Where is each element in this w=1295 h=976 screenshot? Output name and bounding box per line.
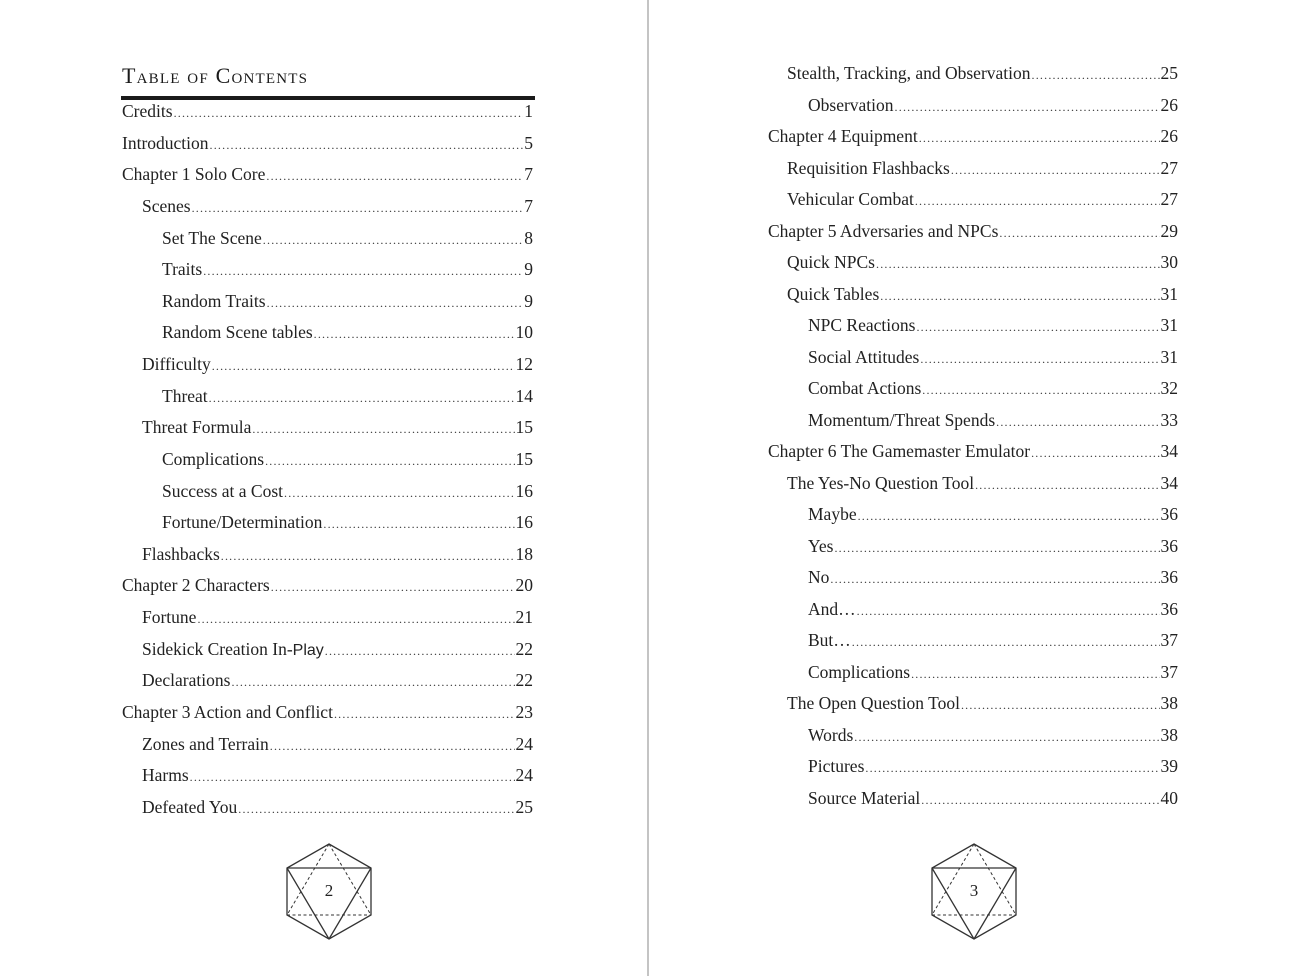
- toc-entry-label-text: Chapter 3 Action and Conflict: [122, 701, 333, 722]
- toc-entry-label-text: Social Attitudes: [808, 346, 920, 367]
- toc-entry-page-number: 22: [515, 670, 533, 691]
- dot-leader: [834, 537, 1159, 559]
- toc-entry[interactable]: [768, 440, 1178, 462]
- toc-entry-label-text: The Yes-No Question Tool: [787, 472, 975, 493]
- toc-entry-page-number: 27: [1160, 189, 1178, 210]
- toc-entry-label-text: The Open Question Tool: [787, 693, 960, 714]
- toc-entry-page-number: 36: [1160, 598, 1178, 619]
- page-number: 3: [969, 881, 979, 900]
- toc-entry-page-number: 18: [515, 543, 533, 564]
- dot-leader: [919, 127, 1160, 149]
- toc-entry-label-text: Random Traits: [162, 290, 266, 311]
- toc-entry-page-number: 8: [524, 227, 533, 248]
- toc-entry-label: [142, 638, 324, 662]
- toc-entry-label: [808, 409, 995, 431]
- toc-entry-page-number: 21: [515, 607, 533, 628]
- dot-leader: [209, 387, 515, 409]
- toc-entry-label: [162, 227, 262, 249]
- toc-entry[interactable]: [162, 290, 533, 312]
- toc-entry-page-number: 12: [515, 354, 533, 375]
- toc-entry-label-text: Stealth, Tracking, and Observation: [787, 63, 1031, 83]
- dot-leader: [854, 726, 1159, 748]
- toc-entry-page-number: 15: [515, 448, 533, 469]
- toc-entry-label-text: Source Material: [808, 787, 921, 808]
- dot-leader: [266, 165, 523, 187]
- toc-entry-page-number: 10: [515, 322, 533, 343]
- toc-entry-label-text: And…: [808, 598, 856, 619]
- toc-entry-label-text: Chapter 5 Adversaries and NPCs: [768, 220, 999, 241]
- toc-entry-label-text: Flashbacks: [142, 543, 220, 564]
- toc-entry-page-number: 31: [1160, 346, 1178, 367]
- toc-entry[interactable]: [142, 606, 533, 628]
- toc-entry-page-number: 15: [515, 417, 533, 438]
- toc-entry-page-number: 16: [515, 480, 533, 501]
- toc-entry[interactable]: [162, 448, 533, 470]
- dot-leader: [1031, 442, 1159, 464]
- dot-leader: [212, 355, 515, 377]
- dot-leader: [911, 663, 1159, 685]
- toc-entry[interactable]: [808, 724, 1178, 746]
- toc-entry-label-text: Difficulty: [142, 354, 211, 375]
- toc-entry-label: [787, 188, 914, 210]
- toc-entry-label-text: Defeated You: [142, 796, 238, 817]
- toc-entry-label-text: Quick NPCs: [787, 252, 875, 273]
- toc-entry[interactable]: [142, 733, 533, 755]
- dot-leader: [270, 735, 515, 757]
- toc-entry-label-suffix: Play: [292, 641, 324, 659]
- toc-entry[interactable]: [162, 480, 533, 502]
- toc-entry-label: [142, 669, 230, 691]
- toc-entry-page-number: 25: [515, 796, 533, 817]
- dot-leader: [284, 482, 514, 504]
- toc-entry[interactable]: [142, 764, 533, 786]
- left-page: [0, 0, 647, 976]
- toc-entry-page-number: 37: [1160, 661, 1178, 682]
- dot-leader: [238, 798, 514, 820]
- toc-entry-label: [142, 416, 251, 438]
- dot-leader: [314, 323, 515, 345]
- toc-entry-page-number: 9: [524, 259, 533, 280]
- toc-entry-label-text: Chapter 4 Equipment: [768, 126, 918, 147]
- toc-entry-label: [768, 440, 1030, 462]
- toc-entry-label: [808, 661, 910, 683]
- toc-entry[interactable]: [122, 132, 533, 154]
- toc-entry-label: [808, 629, 851, 651]
- dot-leader: [895, 96, 1160, 118]
- toc-entry[interactable]: [808, 787, 1178, 809]
- toc-entry-label: [122, 701, 333, 723]
- toc-entry-label: [808, 377, 921, 399]
- toc-entry-page-number: 31: [1160, 315, 1178, 336]
- toc-entry[interactable]: [162, 227, 533, 249]
- dot-leader: [252, 418, 514, 440]
- toc-entry[interactable]: [808, 566, 1178, 588]
- toc-entry-label-text: Complications: [162, 448, 265, 469]
- toc-entry-label: [768, 125, 918, 147]
- dot-leader: [325, 640, 515, 662]
- toc-entry-label-text: Scenes: [142, 195, 191, 216]
- toc-entry-page-number: 20: [515, 575, 533, 596]
- toc-entry-page-number: 36: [1160, 535, 1178, 556]
- toc-entry-page-number: 14: [515, 385, 533, 406]
- toc-entry-label-text: Threat: [162, 385, 208, 406]
- toc-entry-label-text: Random Scene tables: [162, 322, 313, 343]
- toc-entry-label: [808, 724, 853, 746]
- toc-entry-label: [142, 606, 196, 628]
- toc-entry-label: [808, 346, 919, 368]
- toc-entry[interactable]: [808, 535, 1178, 557]
- toc-entry-label: [787, 251, 875, 273]
- dot-leader: [203, 260, 523, 282]
- toc-entry[interactable]: [808, 661, 1178, 683]
- toc-entry-label-text: No: [808, 567, 830, 588]
- toc-entry[interactable]: [142, 669, 533, 691]
- dot-leader: [865, 757, 1159, 779]
- toc-entry-label: [808, 755, 864, 777]
- dot-leader: [197, 608, 514, 630]
- toc-entry-label-text: Complications: [808, 661, 911, 682]
- dot-leader: [323, 513, 514, 535]
- toc-entry[interactable]: [142, 796, 533, 818]
- toc-entry[interactable]: [787, 283, 1178, 305]
- toc-entry-label-text: Chapter 1 Solo Core: [122, 164, 266, 185]
- toc-entry[interactable]: [122, 701, 533, 723]
- toc-entry-label: [768, 220, 998, 242]
- toc-entry[interactable]: [808, 629, 1178, 651]
- toc-entry[interactable]: [787, 157, 1178, 179]
- dot-leader: [830, 568, 1159, 590]
- toc-entry-label: [142, 353, 211, 375]
- toc-entry-label: [142, 543, 220, 565]
- toc-entry[interactable]: [142, 543, 533, 565]
- toc-entry-label: [787, 283, 879, 305]
- toc-entry-page-number: 40: [1160, 787, 1178, 808]
- toc-entry-label: [142, 764, 189, 786]
- toc-entry-label-text: Fortune/Determination: [162, 512, 323, 533]
- toc-entry-label-text: Quick Tables: [787, 283, 880, 304]
- toc-entry-label: [142, 733, 269, 755]
- toc-entry-label-text: But…: [808, 630, 851, 651]
- toc-entry-label: [808, 566, 829, 588]
- toc-entry-page-number: 16: [515, 512, 533, 533]
- toc-entry[interactable]: [808, 755, 1178, 777]
- dot-leader: [999, 222, 1159, 244]
- toc-entry-page-number: 1: [524, 101, 533, 121]
- toc-entry-page-number: 38: [1160, 693, 1178, 714]
- toc-entry[interactable]: [162, 385, 533, 407]
- toc-entry[interactable]: [142, 195, 533, 217]
- toc-entry[interactable]: [808, 346, 1178, 368]
- dot-leader: [920, 348, 1159, 370]
- toc-entry[interactable]: [142, 416, 533, 438]
- toc-entry[interactable]: [787, 188, 1178, 210]
- toc-entry-page-number: 9: [524, 290, 533, 311]
- toc-entry-label: [162, 448, 264, 470]
- dot-leader: [852, 631, 1160, 653]
- toc-entry-label: [787, 692, 960, 714]
- toc-entry-label: [808, 535, 833, 557]
- dot-leader: [210, 134, 524, 156]
- dot-leader: [190, 766, 515, 788]
- dot-leader: [916, 316, 1159, 338]
- toc-entry-label: [122, 100, 173, 122]
- toc-entry-label: [162, 511, 322, 533]
- toc-entry[interactable]: [122, 100, 533, 122]
- toc-entry-label-text: Harms: [142, 765, 189, 786]
- toc-entry[interactable]: [162, 258, 533, 280]
- dot-leader: [334, 703, 515, 725]
- toc-entry-page-number: 33: [1160, 409, 1178, 430]
- dot-leader: [174, 102, 524, 124]
- toc-entry-label: [142, 195, 191, 217]
- toc-entry-label-text: Fortune: [142, 607, 197, 628]
- toc-entry[interactable]: [787, 472, 1178, 494]
- page-number: 2: [324, 881, 334, 900]
- dot-leader: [231, 671, 514, 693]
- toc-entry-label-text: Chapter 2 Characters: [122, 575, 270, 596]
- toc-entry[interactable]: [787, 692, 1178, 714]
- toc-entry-label-text: Requisition Flashbacks: [787, 157, 950, 178]
- dot-leader: [880, 285, 1159, 307]
- toc-entry-page-number: 36: [1160, 504, 1178, 525]
- dot-leader: [996, 411, 1159, 433]
- toc-entry[interactable]: [768, 125, 1178, 147]
- toc-entry-page-number: 31: [1160, 283, 1178, 304]
- toc-entry-label: [162, 258, 202, 280]
- toc-entry-page-number: 25: [1160, 63, 1178, 83]
- page-folio-right: [930, 840, 1020, 944]
- dot-leader: [192, 197, 524, 219]
- toc-entry[interactable]: [808, 314, 1178, 336]
- dot-leader: [858, 505, 1160, 527]
- toc-entry[interactable]: [142, 353, 533, 375]
- toc-entry-page-number: 37: [1160, 630, 1178, 651]
- toc-entry-label: [162, 321, 313, 343]
- toc-entry-label-text: Yes: [808, 535, 834, 556]
- toc-entry-page-number: 24: [515, 733, 533, 754]
- toc-entry-label-text: Declarations: [142, 670, 231, 691]
- toc-entry-page-number: 29: [1160, 220, 1178, 241]
- toc-entry[interactable]: [787, 62, 1178, 84]
- toc-entry-label-text: Zones and Terrain: [142, 733, 269, 754]
- page-folio-left: [285, 840, 375, 944]
- toc-entry-label: [808, 503, 857, 525]
- toc-entry-label: [808, 314, 915, 336]
- dot-leader: [857, 600, 1160, 622]
- toc-entry-label: [162, 290, 266, 312]
- toc-entry-label: [808, 787, 920, 809]
- toc-entry-label-text: Success at a Cost: [162, 480, 284, 501]
- dot-leader: [271, 576, 515, 598]
- dot-leader: [915, 190, 1160, 212]
- toc-entry-page-number: 7: [524, 164, 533, 185]
- toc-entry[interactable]: [162, 511, 533, 533]
- dot-leader: [876, 253, 1160, 275]
- toc-entry-label-text: Observation: [808, 94, 894, 115]
- dot-leader: [221, 545, 515, 567]
- toc-entry[interactable]: [808, 503, 1178, 525]
- toc-entry[interactable]: [808, 94, 1178, 116]
- dot-leader: [1032, 64, 1160, 86]
- dot-leader: [975, 474, 1159, 496]
- toc-entry-label: [122, 163, 265, 185]
- toc-entry-label-text: Credits: [122, 101, 173, 121]
- right-page: [649, 0, 1295, 976]
- toc-entry-label-text: Threat Formula: [142, 417, 252, 438]
- dot-leader: [961, 694, 1160, 716]
- toc-entry-label: [808, 598, 856, 620]
- dot-leader: [263, 229, 523, 251]
- toc-entry-page-number: 22: [515, 638, 533, 659]
- toc-entry-label: [787, 62, 1031, 84]
- dot-leader: [951, 159, 1160, 181]
- toc-entry-page-number: 24: [515, 765, 533, 786]
- dot-leader: [921, 789, 1159, 811]
- toc-entry-page-number: 36: [1160, 567, 1178, 588]
- toc-entry[interactable]: [122, 163, 533, 185]
- toc-entry-label-text: Maybe: [808, 504, 857, 525]
- toc-entry-label-text: Set The Scene: [162, 227, 262, 248]
- toc-entry-label: [122, 132, 209, 154]
- toc-entry-label: [162, 385, 208, 407]
- toc-entry-label: [787, 157, 950, 179]
- toc-entry[interactable]: [162, 321, 533, 343]
- toc-entry-label-text: Words: [808, 724, 854, 745]
- toc-entry-page-number: 39: [1160, 756, 1178, 777]
- toc-entry-label-text: Traits: [162, 259, 203, 280]
- toc-entry[interactable]: [808, 598, 1178, 620]
- toc-entry[interactable]: [142, 638, 533, 660]
- toc-entry-label-text: Introduction: [122, 132, 209, 153]
- toc-entry-label: [142, 796, 237, 818]
- toc-entry-label-text: Chapter 6 The Gamemaster Emulator: [768, 441, 1031, 462]
- toc-entry[interactable]: [808, 409, 1178, 431]
- toc-entry-page-number: 34: [1160, 441, 1178, 462]
- toc-entry[interactable]: [787, 251, 1178, 273]
- toc-entry-page-number: 32: [1160, 378, 1178, 399]
- toc-entry-page-number: 27: [1160, 157, 1178, 178]
- toc-entry-label-text: Pictures: [808, 756, 865, 777]
- toc-entry-page-number: 7: [524, 195, 533, 216]
- toc-entry-page-number: 26: [1160, 126, 1178, 147]
- dot-leader: [267, 292, 524, 314]
- toc-entry-label-text: NPC Reactions: [808, 315, 916, 336]
- toc-entry-label: [162, 480, 283, 502]
- toc-entry[interactable]: [808, 377, 1178, 399]
- toc-entry-page-number: 5: [524, 132, 533, 153]
- toc-entry[interactable]: [122, 574, 533, 596]
- toc-entry-label-text: Combat Actions: [808, 378, 922, 399]
- toc-entry-page-number: 23: [515, 701, 533, 722]
- toc-entry-label-text: Sidekick Creation In-: [142, 638, 293, 659]
- toc-entry-label: [787, 472, 974, 494]
- toc-entry-label-text: Vehicular Combat: [787, 189, 914, 210]
- toc-entry-page-number: 26: [1160, 94, 1178, 115]
- toc-entry[interactable]: [768, 220, 1178, 242]
- toc-heading: Table of Contents: [122, 63, 309, 88]
- dot-leader: [265, 450, 514, 472]
- dot-leader: [922, 379, 1159, 401]
- toc-entry-page-number: 30: [1160, 252, 1178, 273]
- toc-entry-label-text: Momentum/Threat Spends: [808, 409, 996, 430]
- toc-entry-page-number: 38: [1160, 724, 1178, 745]
- toc-entry-label: [808, 94, 894, 116]
- toc-entry-page-number: 34: [1160, 472, 1178, 493]
- toc-entry-label: [122, 574, 270, 596]
